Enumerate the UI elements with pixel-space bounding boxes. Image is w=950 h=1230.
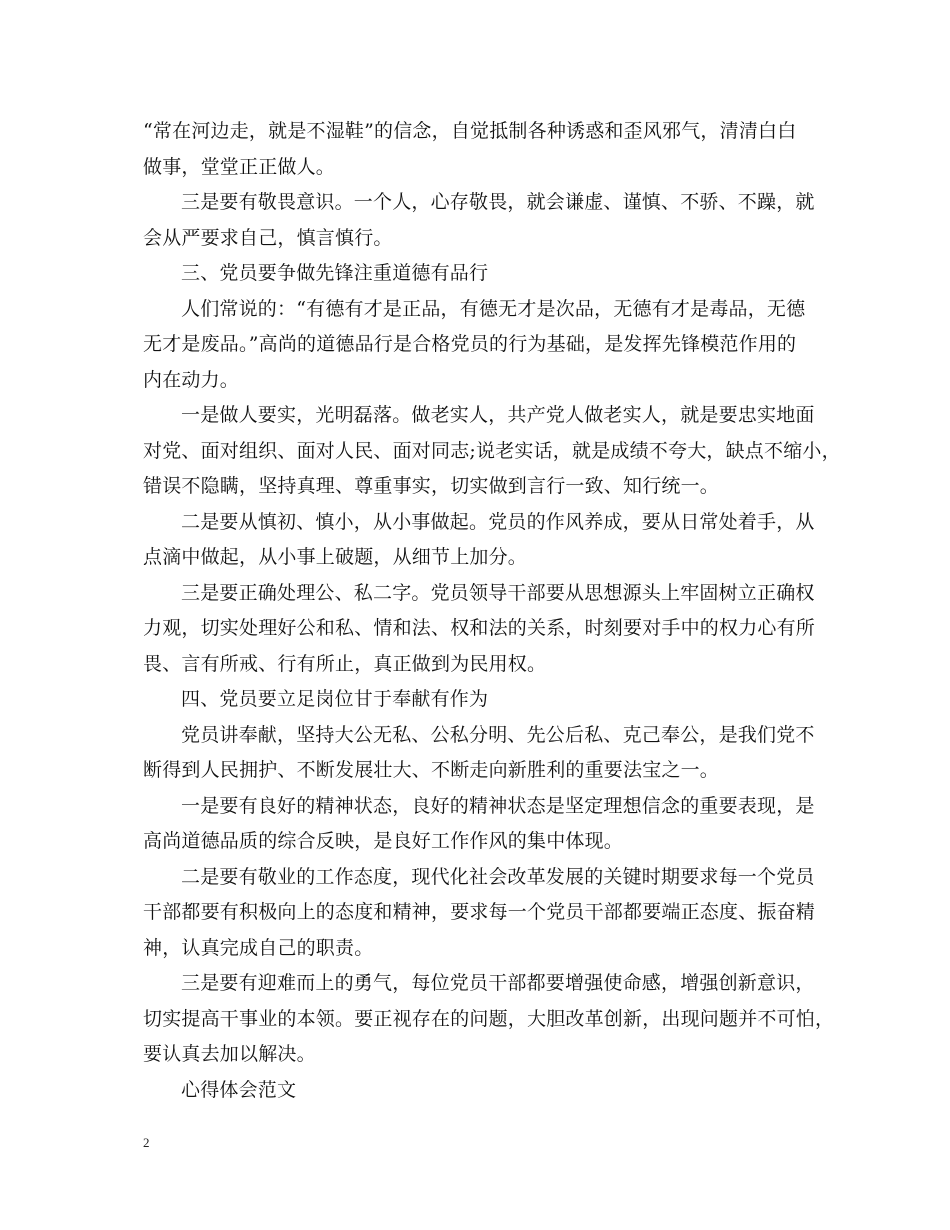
text-line: 会从严要求自己，慎言慎行。 [143,226,393,249]
text-line: 二是要有敬业的工作态度，现代化社会改革发展的关键时期要求每一个党员 [181,865,815,888]
text-line: 一是做人要实，光明磊落。做老实人，共产党人做老实人，就是要忠实地面 [181,404,815,426]
text-line: 对党、面对组织、面对人民、面对同志;说老实话，就是成绩不夸大，缺点不缩小， [143,439,841,462]
text-line: 三是要有迎难而上的勇气，每位党员干部都要增强使命感，增强创新意识， [181,972,815,994]
text-line: 三是要有敬畏意识。一个人，心存敬畏，就会谦虚、谨慎、不骄、不躁，就 [181,191,815,213]
text-line: 做事，堂堂正正做人。 [143,155,336,178]
text-line: 力观，切实处理好公和私、情和法、权和法的关系，时刻要对手中的权力心有所 [143,617,816,639]
text-line: 畏、言有所戒、行有所止，真正做到为民用权。 [143,652,547,675]
text-line: 二是要从慎初、慎小，从小事做起。党员的作风养成，要从日常处着手，从 [181,510,815,533]
section-heading: 三、党员要争做先锋注重道德有品行 [181,262,489,284]
text-line: 断得到人民拥护、不断发展壮大、不断走向新胜利的重要法宝之一。 [143,759,720,781]
text-line: 党员讲奉献，坚持大公无私、公私分明、先公后私、克己奉公，是我们党不 [181,723,815,746]
text-line: 神，认真完成自己的职责。 [143,936,374,959]
text-line: 错误不隐瞒，坚持真理、尊重事实，切实做到言行一致、知行统一。 [143,475,720,497]
text-line: 干部都要有积极向上的态度和精神，要求每一个党员干部都要端正态度、振奋精 [143,901,816,923]
section-heading: 四、党员要立足岗位甘于奉献有作为 [181,688,489,710]
text-line: 人们常说的：“有德有才是正品，有德无才是次品，无德有才是毒品，无德 [181,297,806,320]
text-line: 切实提高干事业的本领。要正视存在的问题，大胆改革创新，出现问题并不可怕， [143,1007,835,1030]
text-line: 点滴中做起，从小事上破题，从细节上加分。 [143,546,528,568]
page-number: 2 [143,1135,150,1150]
text-line: 无才是废品。”高尚的道德品行是合格党员的行为基础，是发挥先锋模范作用的 [143,333,797,355]
text-line: 内在动力。 [143,368,240,391]
text-line: 要认真去加以解决。 [143,1043,316,1065]
document-body [143,114,841,1108]
text-line: “常在河边走，就是不湿鞋”的信念，自觉抵制各种诱惑和歪风邪气，清清白白 [143,120,797,142]
text-line: 心得体会范文 [181,1078,297,1101]
text-line: 一是要有良好的精神状态，良好的精神状态是坚定理想信念的重要表现，是 [181,794,815,817]
text-line: 三是要正确处理公、私二字。党员领导干部要从思想源头上牢固树立正确权 [181,581,815,604]
text-line: 高尚道德品质的综合反映，是良好工作作风的集中体现。 [143,830,624,852]
